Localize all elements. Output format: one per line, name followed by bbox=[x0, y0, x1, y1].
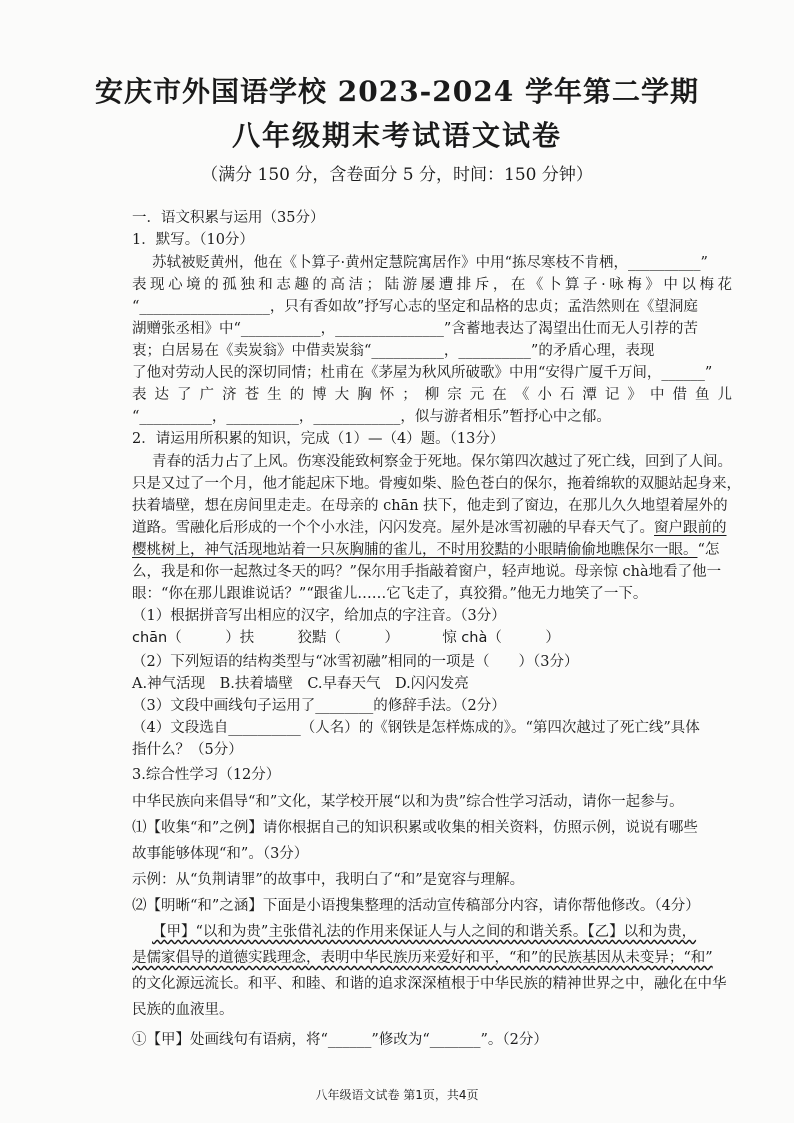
q1-line: 了他对劳动人民的深切同情；杜甫在《茅屋为秋风所破歌》中用“安得广厦千万间，______” bbox=[132, 365, 713, 381]
question-1-heading: 1．默写。（10分） bbox=[132, 232, 254, 248]
q2-sub4: （4）文段选自__________（人名）的《钢铁是怎样炼成的》。“第四次越过了死亡线”具体 bbox=[132, 720, 700, 736]
question-3-heading: 3.综合性学习（12分） bbox=[132, 767, 281, 783]
q2-passage-line: 青春的活力占了上风。伤寒没能致柯察金于死地。保尔第四次越过了死亡线，回到了人间。 bbox=[152, 454, 732, 470]
q2-passage-text: 道路。雪融化后形成的一个个小水洼，闪闪发亮。屋外是冰雪初融的早春天气了。 bbox=[132, 520, 654, 536]
q2-passage-line: 只是又过了一个月，他才能起床下地。骨瘦如柴、脸色苍白的保尔，拖着绵软的双腿站起身来， bbox=[132, 476, 741, 492]
exam-title-line1: 安庆市外国语学校 2023-2024 学年第二学期 bbox=[95, 75, 699, 108]
q1-line: 表达了广济苍生的博大胸怀；柳宗元在《小石潭记》中借鱼儿 bbox=[132, 387, 732, 403]
q2-passage-line bbox=[132, 540, 732, 560]
q1-line: 表现心境的孤独和志趣的高洁；陆游屡遭排斥，在《卜算子·咏梅》中以梅花 bbox=[132, 277, 732, 293]
q1-line: 湖赠张丞相》中“___________，_______________”含蓄地表达了渴望出仕而无人引荐的苦 bbox=[132, 321, 698, 337]
q2-passage-line: 眼：“你在那儿跟谁说话？”“跟雀儿……它飞走了，真狡猾。”他无力地笑了一下。 bbox=[132, 586, 648, 602]
q3-part1-cont: 故事能够体现“和”。（3分） bbox=[132, 846, 309, 862]
q2-underlined-sentence: 樱桃树上，神气活现地站着一只灰胸脯的雀儿，不时用狡黠的小眼睛偷偷地瞧保尔一眼。 bbox=[132, 542, 698, 558]
q1-line: 衷；白居易在《卖炭翁》中借卖炭翁“__________，__________”的矛盾心理，表现 bbox=[132, 343, 655, 359]
q3-part2: ⑵【明晰“和”之涵】下面是小语搜集整理的活动宣传稿部分内容，请你帮他修改。（4分） bbox=[132, 898, 700, 914]
exam-title-line2: 八年级期末考试语文试卷 bbox=[231, 119, 562, 152]
q2-sub1-items bbox=[132, 628, 732, 648]
q3-intro: 中华民族向来倡导“和”文化，某学校开展“以和为贵”综合性学习活动，请你一起参与。 bbox=[132, 794, 684, 810]
q2-sub2: （2）下列短语的结构类型与“冰雪初融”相同的一项是（ ）（3分） bbox=[132, 654, 579, 670]
q2-sub4-cont: 指什么？（5分） bbox=[132, 742, 243, 758]
q2-passage-line: 么，我是和你一起熬过冬天的吗？”保尔用手指敲着窗户，轻声地说。母亲惊 chà地看了他一 bbox=[132, 564, 722, 580]
q3-passage-line: 的文化源远流长。和平、和睦、和谐的追求深深植根于中华民族的精神世界之中，融化在中华 bbox=[132, 976, 727, 992]
q3-part1: ⑴【收集“和”之例】请你根据自己的知识积累或收集的相关资料，仿照示例，说说有哪些 bbox=[132, 820, 698, 836]
q3-passage-line bbox=[152, 922, 752, 942]
q2-passage-line bbox=[132, 518, 732, 538]
q3-passage-line: 民族的血液里。 bbox=[132, 1002, 234, 1018]
q2-underlined-sentence: 窗户跟前的 bbox=[654, 520, 727, 536]
page-footer: 八年级语文试卷 第1页，共4页 bbox=[315, 1088, 479, 1102]
q1-line: “__________________，只有香如故”抒写心志的坚定和品格的忠贞；孟浩然则在《望洞庭 bbox=[132, 299, 698, 315]
q2-sub1: （1）根据拼音写出相应的汉字，给加点的字注音。（3分） bbox=[132, 608, 506, 624]
q3-passage-line: 是儒家倡导的道德实践理念，表明中华民族历来爱好和平，“和”的民族基因从未变异；“和” bbox=[132, 950, 713, 966]
q2-sub2-options: A.神气活现 B.扶着墙壁 C.早春天气 D.闪闪发亮 bbox=[132, 676, 469, 692]
section-heading: 一．语文积累与运用（35分） bbox=[132, 210, 325, 226]
pinyin-blank: 惊 chà（ ） bbox=[442, 630, 560, 646]
q3-example: 示例：从“负荆请罪”的故事中，我明白了“和”是宽容与理解。 bbox=[132, 872, 525, 888]
q2-sub3: （3）文段中画线句子运用了________的修辞手法。（2分） bbox=[132, 698, 506, 714]
q2-passage-line: 扶着墙壁，想在房间里走走。在母亲的 chān 扶下，他走到了窗边，在那儿久久地望着屋外的 bbox=[132, 498, 728, 514]
q3-sub1: ①【甲】处画线句有语病，将“______”修改为“_______”。（2分） bbox=[132, 1032, 548, 1048]
question-2-heading: 2．请运用所积累的知识，完成（1）—（4）题。（13分） bbox=[132, 431, 505, 447]
exam-subtitle: （满分 150 分，含卷面分 5 分，时间：150 分钟） bbox=[201, 165, 593, 185]
pinyin-blank: 狡黠（ ） bbox=[297, 630, 399, 646]
q2-passage-text: “怎 bbox=[697, 542, 720, 558]
q1-line: “__________，__________，____________，似与游者相乐”暂抒心中之郁。 bbox=[132, 409, 611, 425]
q3-passage-underlined: 【甲】“以和为贵”主张借礼法的作用来保证人与人之间的和谐关系。【乙】以和为贵， bbox=[152, 924, 697, 940]
q1-line: 苏轼被贬黄州，他在《卜算子·黄州定慧院寓居作》中用“拣尽寒枝不肯栖，__________” bbox=[152, 255, 708, 271]
pinyin-blank: chān（ ）扶 bbox=[132, 630, 255, 646]
